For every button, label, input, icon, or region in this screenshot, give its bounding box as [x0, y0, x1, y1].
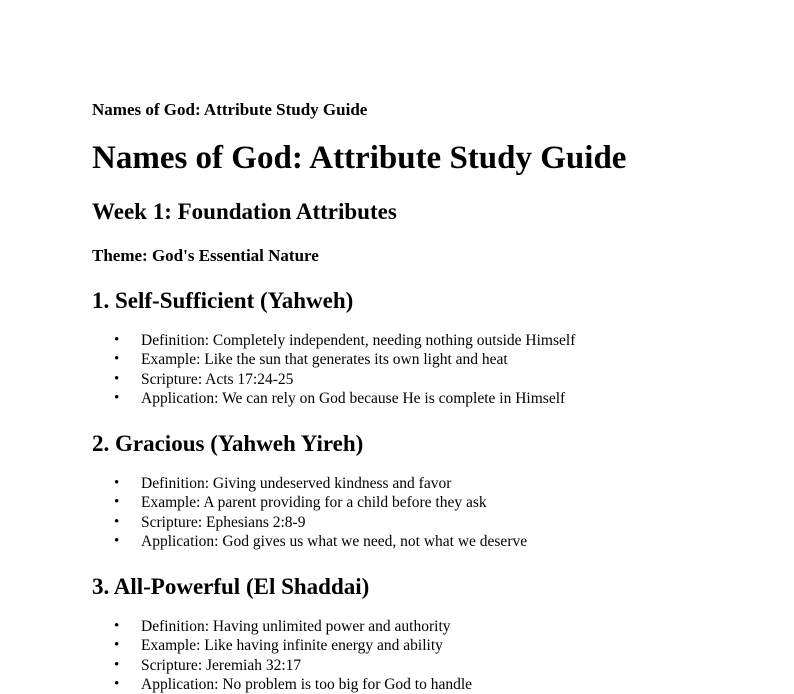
list-item-text: Application: God gives us what we need, not what we deserve	[141, 532, 528, 550]
bullet-icon: •	[114, 675, 120, 692]
list-item	[92, 331, 575, 350]
list-item-text: Definition: Having unlimited power and authority	[141, 618, 451, 635]
section-all-powerful	[92, 572, 782, 693]
theme-line: Theme: God's Essential Nature	[92, 246, 319, 265]
list-item-text: Scripture: Acts 17:24-25	[141, 370, 294, 388]
list-item-text: Definition: Completely independent, needing nothing outside Himself	[141, 332, 576, 349]
list-item	[92, 636, 472, 655]
bullet-icon: •	[114, 637, 120, 654]
list-item	[92, 513, 527, 532]
section-heading: 1. Self-Sufficient (Yahweh)	[92, 288, 354, 313]
list-item	[92, 656, 472, 675]
list-item-text: Example: Like the sun that generates its own light and heat	[141, 351, 508, 369]
attribute-list	[92, 474, 527, 551]
attribute-list	[92, 617, 472, 694]
bullet-icon: •	[114, 494, 120, 511]
list-item	[92, 675, 472, 694]
list-item	[92, 350, 575, 369]
section-self-sufficient	[92, 286, 782, 407]
list-item-text: Application: No problem is too big for God to handle	[141, 675, 473, 693]
section-heading: 3. All-Powerful (El Shaddai)	[92, 574, 370, 599]
week-heading: Week 1: Foundation Attributes	[92, 199, 397, 224]
list-item-text: Scripture: Ephesians 2:8-9	[141, 513, 306, 531]
bullet-icon: •	[114, 656, 120, 673]
section-heading: 2. Gracious (Yahweh Yireh)	[92, 431, 364, 456]
list-item	[92, 532, 527, 551]
bullet-icon: •	[114, 532, 120, 549]
bullet-icon: •	[114, 389, 120, 406]
list-item-text: Definition: Giving undeserved kindness and favor	[141, 475, 452, 492]
bullet-icon: •	[114, 351, 120, 368]
bullet-icon: •	[114, 513, 120, 530]
document-title: Names of God: Attribute Study Guide	[92, 140, 627, 176]
list-item	[92, 474, 527, 493]
bullet-icon: •	[114, 475, 120, 491]
list-item	[92, 617, 472, 636]
bullet-icon: •	[114, 618, 120, 634]
list-item	[92, 389, 575, 408]
list-item-text: Example: Like having infinite energy and ability	[141, 637, 443, 655]
running-head: Names of God: Attribute Study Guide	[92, 100, 368, 119]
attribute-list	[92, 331, 575, 408]
section-gracious	[92, 429, 782, 550]
list-item	[92, 370, 575, 389]
bullet-icon: •	[114, 370, 120, 387]
list-item-text: Example: A parent providing for a child before they ask	[141, 494, 487, 512]
bullet-icon: •	[114, 332, 120, 348]
list-item-text: Application: We can rely on God because He is complete in Himself	[141, 389, 566, 407]
list-item	[92, 493, 527, 512]
list-item-text: Scripture: Jeremiah 32:17	[141, 656, 302, 674]
